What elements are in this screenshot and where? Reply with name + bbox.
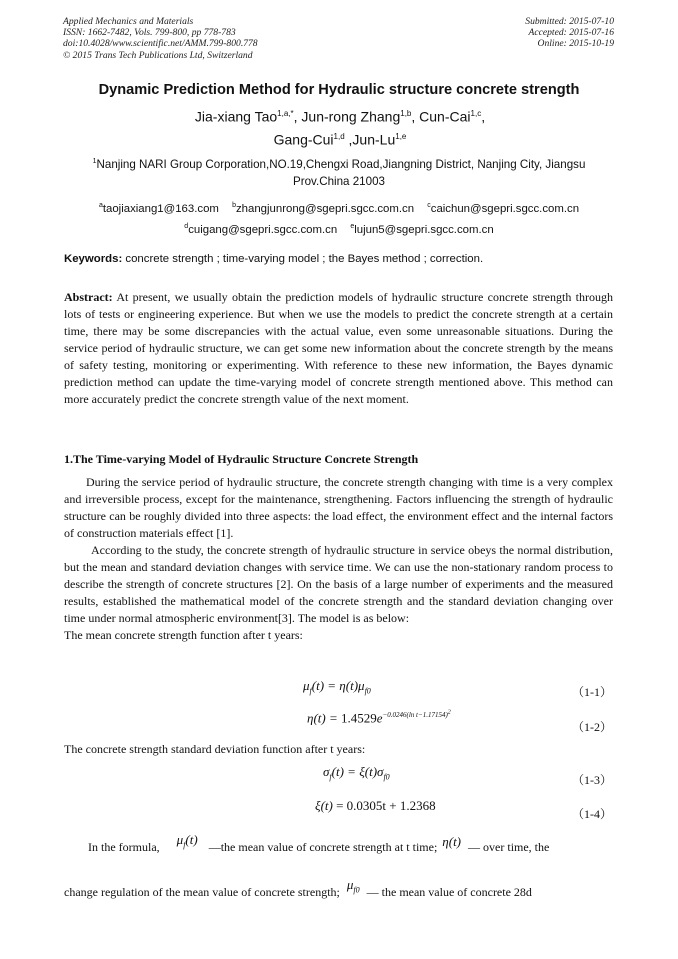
- paper-title: Dynamic Prediction Method for Hydraulic structure concrete strength: [98, 82, 580, 98]
- affiliation-line: Prov.China 21003: [293, 174, 385, 188]
- copyright-line: © 2015 Trans Tech Publications Ltd, Switzerland: [63, 49, 253, 61]
- journal-header-left: [63, 16, 258, 61]
- journal-header-right: [525, 16, 614, 50]
- email-sup: b: [232, 202, 236, 209]
- doi-line[interactable]: doi:10.4028/www.scientific.net/AMM.799-800.778: [63, 38, 258, 50]
- section-body: [64, 474, 613, 644]
- email-sup: c: [427, 202, 431, 209]
- abstract-text: At present, we usually obtain the prediction models of hydraulic structure concrete strength through lots of tests or engineering experience. But when we use the models to predict the concrete strength at a certain time, there may be some discrepancies with the actual value, even some unreasonable situations. During the service period of hydraulic structure, we can get some new information about the concrete strength by the means of safety testing, monitoring or experimenting. With reference to these new information, the Bayes dynamic prediction method can update the time-varying model of concrete strength mentioned above. This method can more accurately predict the concrete strength value of the next moment.: [64, 290, 613, 406]
- author-sup: 1,b: [400, 109, 412, 118]
- equation-number: （1-4）: [572, 807, 612, 821]
- email-sup: e: [350, 222, 355, 230]
- author-name: ,Jun-Lu: [344, 131, 396, 148]
- author-list: [80, 104, 600, 149]
- email-address[interactable]: zhangjunrong@sgepri.sgcc.com.cn: [235, 202, 415, 215]
- formula-line-2b: — the mean value of concrete 28d: [366, 885, 532, 899]
- keywords-label: Keywords:: [64, 253, 123, 265]
- email-address[interactable]: taojiaxiang1@163.com: [102, 202, 219, 215]
- paragraph: During the service period of hydraulic structure, the concrete strength changing with time is a very complex and irreversible process, except for the maintenance, strengthening. Factors influencing the strength of hydraulic structure can be roughly divided into three aspects: the load effect, the environment effect and the internal factors of construction materials effect [1].: [64, 475, 613, 540]
- equation-number: （1-3）: [572, 773, 612, 787]
- abstract: [64, 289, 613, 408]
- accepted-date: Accepted: 2015-07-16: [528, 27, 614, 39]
- email-address[interactable]: cuigang@sgepri.sgcc.com.cn: [188, 223, 338, 236]
- affiliation: [64, 153, 614, 190]
- formula-line-2a: change regulation of the mean value of concrete strength;: [64, 885, 340, 899]
- email-item[interactable]: [232, 203, 414, 215]
- eta-description: — over time, the: [468, 840, 550, 854]
- mu-symbol: $\mu_f(t)$: [176, 832, 198, 850]
- mean-intro: The mean concrete strength function after t years:: [64, 628, 303, 642]
- author-name: Gang-Cui: [273, 131, 334, 148]
- keywords-text: concrete strength ; time-varying model ; the Bayes method ; correction.: [122, 253, 484, 265]
- equation-1-4: ξ(t) = 0.0305t + 1.2368: [315, 798, 436, 813]
- sd-intro: The concrete strength standard deviation function after t years:: [64, 742, 366, 756]
- email-address[interactable]: lujun5@sgepri.sgcc.com.cn: [354, 223, 494, 236]
- email-address[interactable]: caichun@sgepri.sgcc.com.cn: [430, 202, 580, 215]
- equation-1-3: $\sigma_f(t) = \xi(t)\sigma_{f0}$: [323, 764, 390, 782]
- equation-1-2: $\eta(t) = 1.4529e^{-0.0246(ln t-1.17154)^2}$: [307, 710, 451, 726]
- section-heading: 1.The Time-varying Model of Hydraulic Structure Concrete Strength: [64, 452, 419, 466]
- eq4-rhs: = 0.0305t + 1.2368: [336, 798, 436, 813]
- journal-name: Applied Mechanics and Materials: [63, 16, 194, 27]
- email-list: [64, 197, 614, 239]
- mu-description: —the mean value of concrete strength at t time;: [208, 840, 438, 854]
- author-sep: ,: [481, 108, 486, 125]
- mu-f0-symbol: $\mu_{f0}$: [346, 877, 360, 895]
- email-item[interactable]: [427, 203, 579, 215]
- online-date: Online: 2015-10-19: [537, 38, 614, 50]
- eq2-exponent-text: −0.0246(ln t−1.17154): [382, 711, 448, 720]
- formula-intro: In the formula,: [88, 840, 160, 854]
- author-sup: 1,a,*: [277, 109, 294, 118]
- eta-symbol: η(t): [442, 834, 462, 849]
- author-name: , Cun-Cai: [411, 108, 471, 125]
- issn-line: ISSN: 1662-7482, Vols. 799-800, pp 778-783: [63, 27, 236, 39]
- equation-number: （1-1）: [572, 685, 612, 699]
- affiliation-line: Nanjing NARI Group Corporation,NO.19,Chengxi Road,Jiangning District, Nanjing City, Jiangsu: [96, 157, 586, 171]
- formula-explain-line-2: [64, 877, 613, 906]
- affiliation-sup: 1: [92, 158, 97, 165]
- paragraph: According to the study, the concrete strength of hydraulic structure in service obeys the normal distribution, but the mean and standard deviation changes with service time. We can use the non-stationary random process to describe the strength of concrete structures [2]. On the basis of a large number of experiments and the measured results, established the mathematical model of the concrete strength and the standard deviation changing over time under normal atmospheric environment[3]. The model is as below:: [64, 543, 613, 625]
- author-sup: 1,d: [333, 131, 345, 141]
- formula-explain-line-1: [64, 832, 613, 861]
- author-name: Jia-xiang Tao: [194, 108, 278, 125]
- keywords: [64, 253, 614, 265]
- author-sup: 1,e: [395, 131, 407, 141]
- email-sup: a: [98, 202, 103, 209]
- eq2-coef: 1.4529: [341, 710, 377, 726]
- abstract-label: Abstract:: [64, 290, 113, 304]
- author-sup: 1,c: [470, 109, 482, 118]
- email-sup: d: [184, 222, 189, 230]
- equation-number: （1-2）: [572, 720, 612, 734]
- eq2-exponent: −0.0246(ln t−1.17154)2: [382, 710, 451, 720]
- email-item[interactable]: [99, 203, 219, 215]
- email-item[interactable]: [184, 224, 337, 236]
- author-name: , Jun-rong Zhang: [293, 108, 401, 125]
- submitted-date: Submitted: 2015-07-10: [525, 16, 614, 27]
- equation-1-1: $\mu_f(t) = \eta(t)\mu_{f0}$: [303, 678, 371, 696]
- email-item[interactable]: [350, 224, 493, 236]
